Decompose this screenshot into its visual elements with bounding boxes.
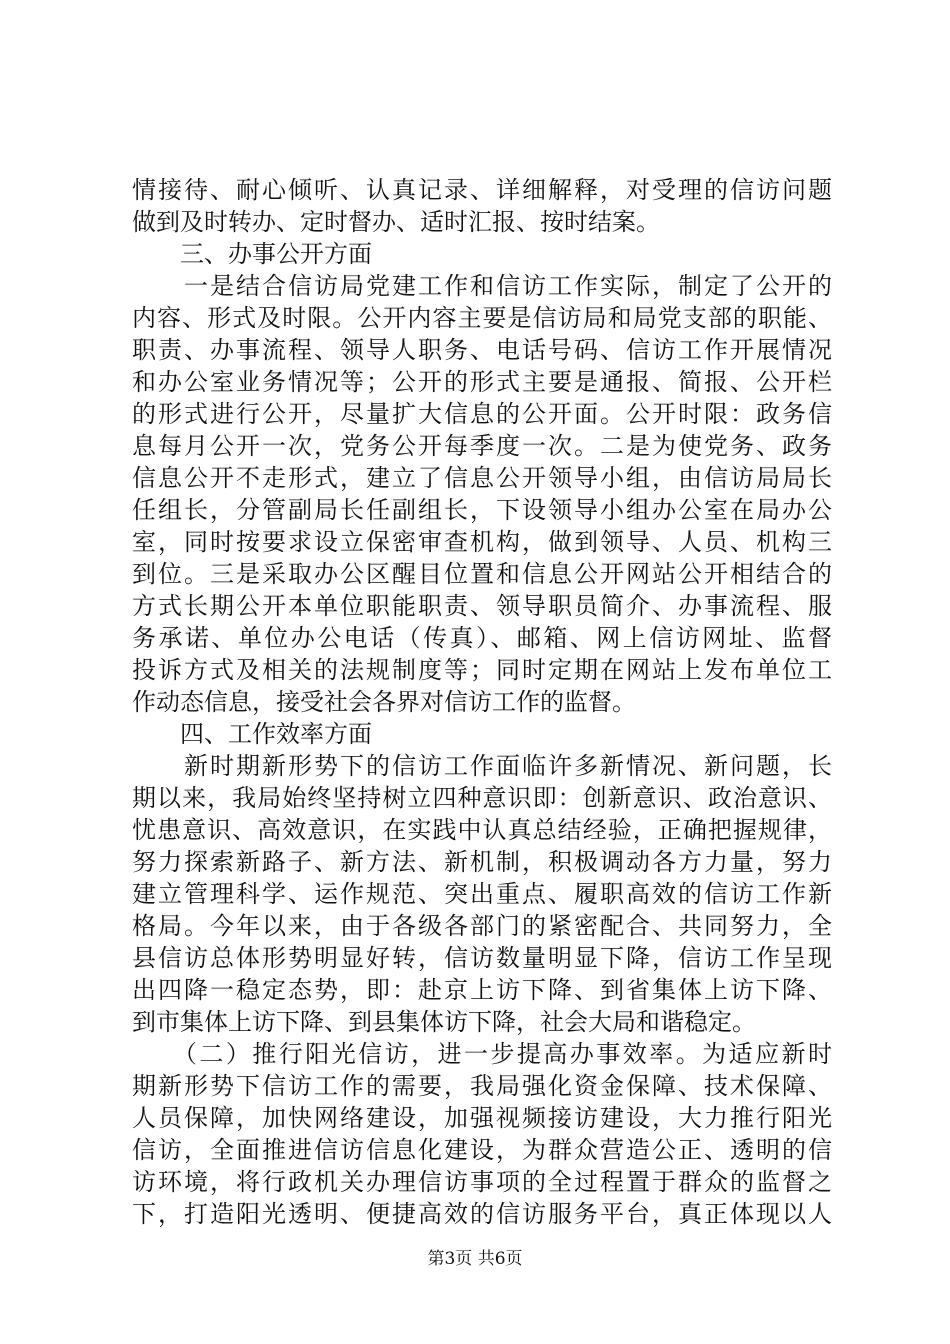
text-line: 到位。三是采取办公区醒目位置和信息公开网站公开相结合的 xyxy=(132,560,832,588)
text-line: 出四降一稳定态势，即：赴京上访下降、到省集体上访下降、 xyxy=(132,976,832,1004)
text-line: 内容、形式及时限。公开内容主要是信访局和局党支部的职能、 xyxy=(132,304,832,332)
text-line: 务承诺、单位办公电话（传真）、邮箱、网上信访网址、监督 xyxy=(132,624,832,652)
text-line: 的形式进行公开，尽量扩大信息的公开面。公开时限：政务信 xyxy=(132,400,832,428)
text-line: 和办公室业务情况等；公开的形式主要是通报、简报、公开栏 xyxy=(132,368,832,396)
text-line: （二）推行阳光信访，进一步提高办事效率。为适应新时 xyxy=(132,1040,832,1068)
text-line: 县信访总体形势明显好转，信访数量明显下降，信访工作呈现 xyxy=(132,944,832,972)
text-line: 投诉方式及相关的法规制度等；同时定期在网站上发布单位工 xyxy=(132,656,832,684)
text-line: 一是结合信访局党建工作和信访工作实际，制定了公开的 xyxy=(132,272,832,300)
text-line: 方式长期公开本单位职能职责、领导职员简介、办事流程、服 xyxy=(132,592,832,620)
document-body xyxy=(132,174,832,1230)
text-line: 室，同时按要求设立保密审查机构，做到领导、人员、机构三 xyxy=(132,528,832,556)
text-line: 职责、办事流程、领导人职务、电话号码、信访工作开展情况 xyxy=(132,336,832,364)
text-line: 任组长，分管副局长任副组长，下设领导小组办公室在局办公 xyxy=(132,496,832,524)
text-line: 努力探索新路子、新方法、新机制，积极调动各方力量，努力 xyxy=(132,848,832,876)
text-line: 下，打造阳光透明、便捷高效的信访服务平台，真正体现以人 xyxy=(132,1200,832,1228)
text-line: 格局。今年以来，由于各级各部门的紧密配合、共同努力，全 xyxy=(132,912,832,940)
text-line: 信访，全面推进信访信息化建设，为群众营造公正、透明的信 xyxy=(132,1136,832,1164)
text-line: 作动态信息，接受社会各界对信访工作的监督。 xyxy=(132,688,636,716)
text-line: 访环境，将行政机关办理信访事项的全过程置于群众的监督之 xyxy=(132,1168,832,1196)
text-line: 人员保障，加快网络建设，加强视频接访建设，大力推行阳光 xyxy=(132,1104,832,1132)
text-line: 做到及时转办、定时督办、适时汇报、按时结案。 xyxy=(132,208,660,236)
text-line: 情接待、耐心倾听、认真记录、详细解释，对受理的信访问题 xyxy=(132,176,832,204)
page-number-footer: 第3页 共6页 xyxy=(427,1249,523,1269)
text-line: 期新形势下信访工作的需要，我局强化资金保障、技术保障、 xyxy=(132,1072,832,1100)
text-line: 三、办事公开方面 xyxy=(132,240,372,268)
text-line: 新时期新形势下的信访工作面临许多新情况、新问题，长 xyxy=(132,752,832,780)
text-line: 信息公开不走形式，建立了信息公开领导小组，由信访局局长 xyxy=(132,464,832,492)
text-line: 建立管理科学、运作规范、突出重点、履职高效的信访工作新 xyxy=(132,880,832,908)
text-line: 息每月公开一次，党务公开每季度一次。二是为使党务、政务 xyxy=(132,432,832,460)
text-line: 忧患意识、高效意识，在实践中认真总结经验，正确把握规律， xyxy=(132,816,832,844)
text-line: 期以来，我局始终坚持树立四种意识即：创新意识、政治意识、 xyxy=(132,784,832,812)
text-line: 四、工作效率方面 xyxy=(132,720,372,748)
text-line: 到市集体上访下降、到县集体访下降，社会大局和谐稳定。 xyxy=(132,1008,756,1036)
